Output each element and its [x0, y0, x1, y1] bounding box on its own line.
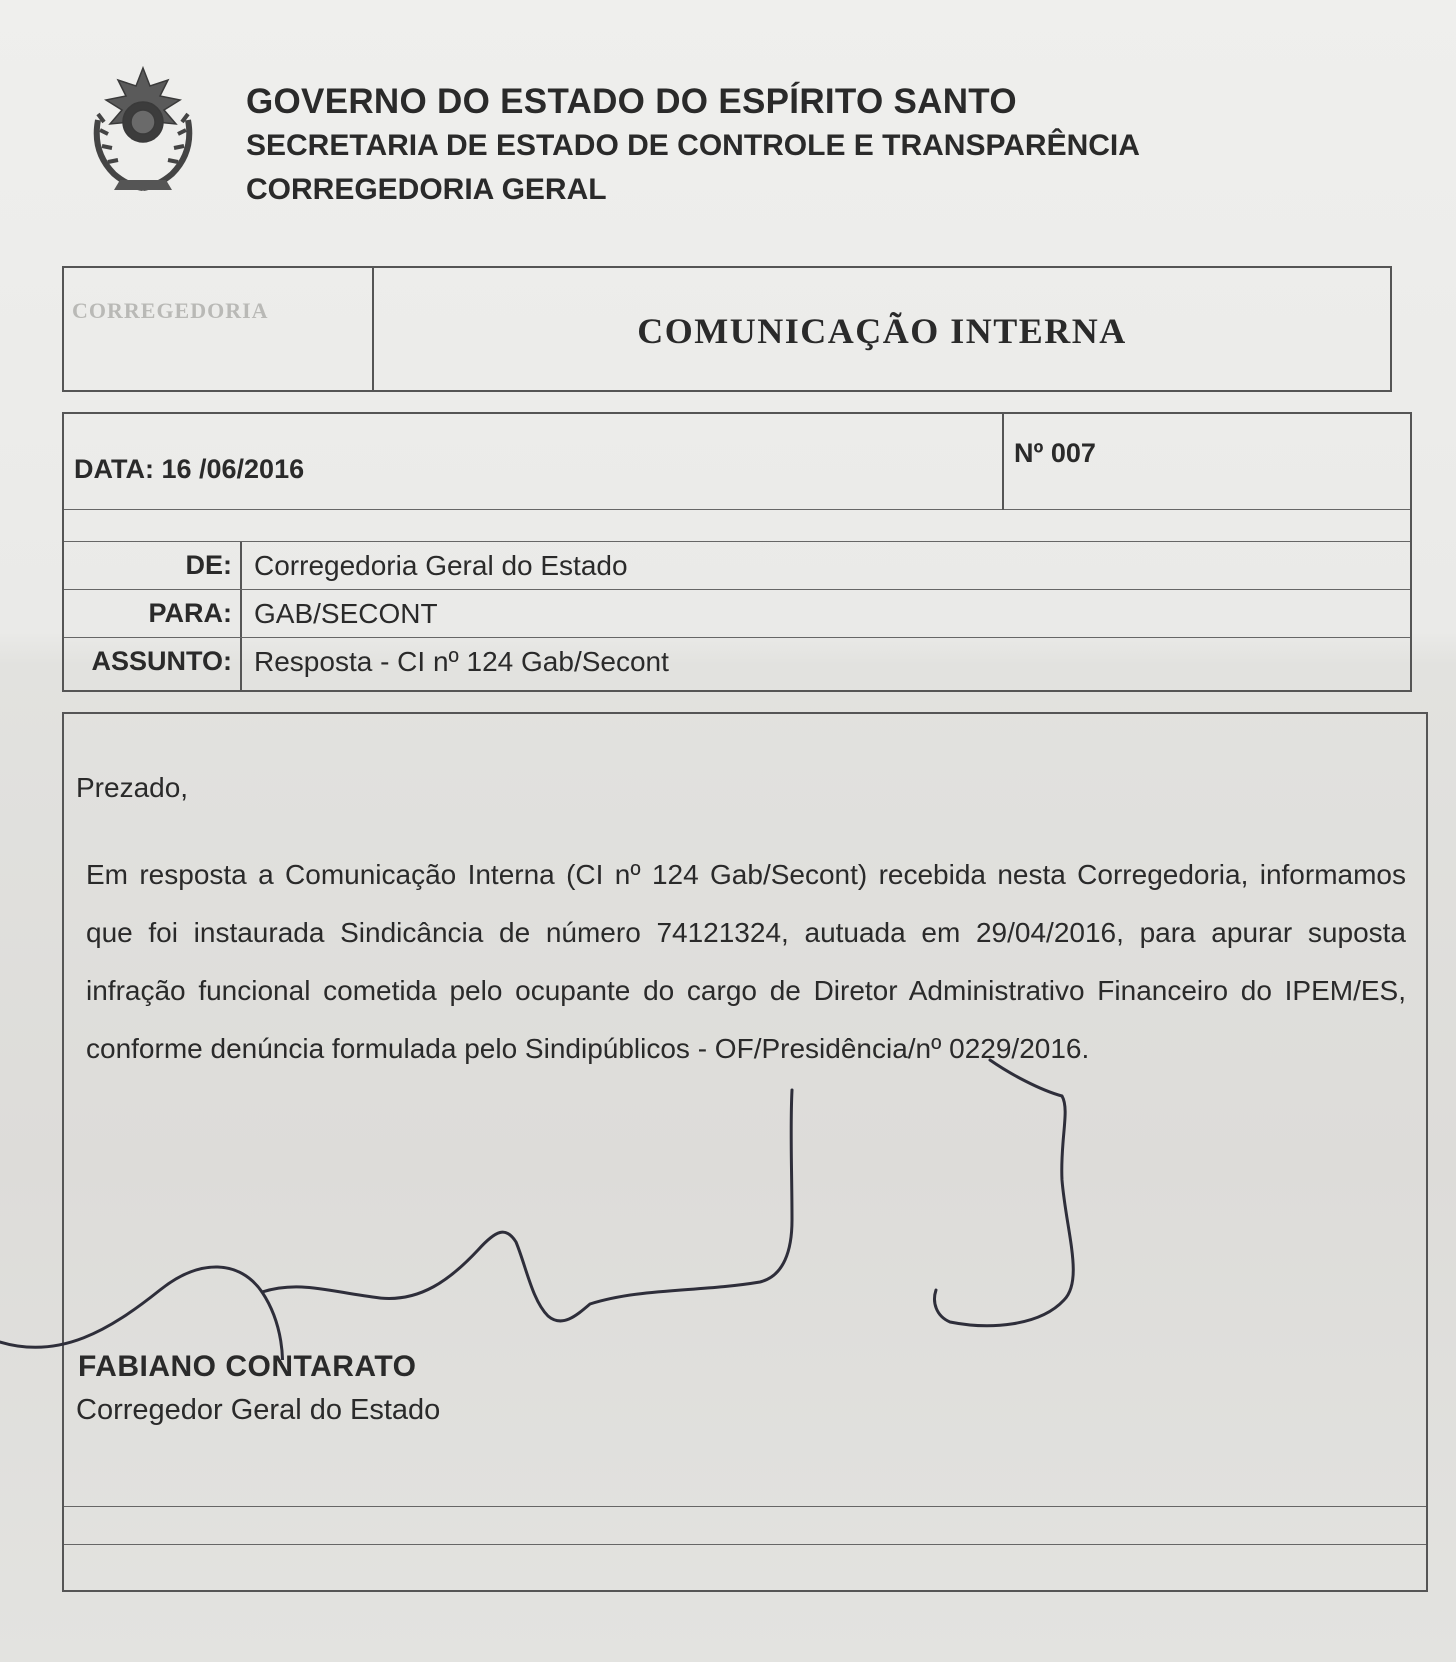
from-row [64, 542, 1410, 590]
divider [64, 1506, 1426, 1507]
spacer-row [64, 510, 1410, 542]
department-stamp-cell [64, 268, 374, 390]
from-label: DE: [64, 542, 242, 589]
number-cell [1002, 414, 1410, 510]
title-box [62, 266, 1392, 392]
header-government: GOVERNO DO ESTADO DO ESPÍRITO SANTO [246, 82, 1017, 121]
info-table [62, 412, 1412, 692]
date-label: DATA: 16 /06/2016 [74, 454, 305, 484]
greeting: Prezado, [76, 772, 189, 803]
date-row [64, 414, 1410, 510]
header [246, 80, 1140, 212]
header-secretariat: SECRETARIA DE ESTADO DE CONTROLE E TRANSPARÊNCIA [246, 129, 1140, 162]
signer-name: FABIANO CONTARATO [78, 1350, 417, 1383]
document-title: COMUNICAÇÃO INTERNA [637, 311, 1127, 351]
header-department: CORREGEDORIA GERAL [246, 173, 607, 206]
subject-row [64, 638, 1410, 690]
document-number: Nº 007 [1014, 438, 1096, 468]
to-value: GAB/SECONT [254, 598, 438, 629]
message-paragraph: Em resposta a Comunicação Interna (CI nº 124 Gab/Secont) recebida nesta Corregedoria, informamos que foi instaurada Sindicância de número 74121324, autuada em 29/04/2016, para apurar suposta infração funcional cometida pelo ocupante do cargo de Diretor Administrativo Financeiro do IPEM/ES, conforme denúncia formulada pelo Sindipúblicos - OF/Presidência/nº 0229/2016. [86, 859, 1406, 1064]
coat-of-arms-icon [84, 62, 202, 198]
divider [64, 1544, 1426, 1545]
subject-label: ASSUNTO: [64, 638, 242, 690]
message-body [62, 712, 1428, 1592]
to-label: PARA: [64, 590, 242, 637]
from-value: Corregedoria Geral do Estado [254, 550, 628, 581]
signer-role: Corregedor Geral do Estado [76, 1394, 441, 1426]
to-row [64, 590, 1410, 638]
department-stamp-label: CORREGEDORIA [72, 298, 269, 323]
subject-value: Resposta - CI nº 124 Gab/Secont [254, 646, 669, 677]
